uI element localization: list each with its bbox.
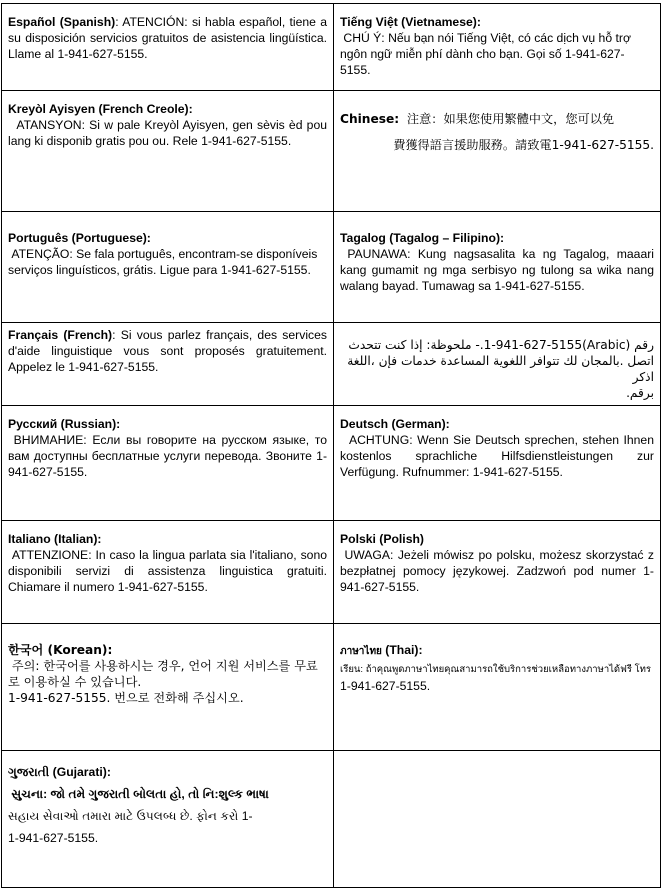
language-name: Français (French): [8, 328, 113, 342]
language-name: Tiếng Việt (Vietnamese):: [340, 15, 481, 29]
table-row: [2, 624, 661, 751]
cell-german: [334, 406, 661, 521]
language-name: Deutsch (German):: [340, 417, 450, 431]
notice-text: PAUNAWA: Kung nagsasalita ka ng Tagalog, maaari kang gumamit ng mga serbisyo ng tulong sa wika nang walang bayad. Tumawag sa 1-941-627-5155.: [340, 247, 655, 293]
language-name: Italiano (Italian):: [8, 532, 102, 546]
table-row: [2, 91, 661, 212]
notice-text: UWAGA: Jeżeli mówisz po polsku, możesz skorzystać z bezpłatnej pomocy językowej. Zadzwoń pod numer 1-941-627-5155.: [340, 548, 654, 594]
language-name: Русский (Russian):: [8, 417, 121, 431]
notice-text-line-1: رقم (Arabic)1-941-627-5155.- ملحوظة: إذا كنت تتحدث: [348, 338, 654, 352]
cell-gujarati: [2, 751, 334, 888]
table-row: [2, 4, 661, 91]
cell-empty: [334, 751, 661, 888]
notice-text-line-2: સહાય સેવાઓ તમારા માટે ઉપલબ્ધ છે. ફોન કરો 1-: [8, 809, 253, 823]
notice-text-line-1: เรียน: ถ้าคุณพูดภาษาไทยคุณสามารถใช้บริการช่วยเหลือทางภาษาได้ฟรี โทร: [340, 664, 652, 675]
notice-text-line-3: 1-941-627-5155.: [8, 831, 99, 845]
notice-text-line-1: સુચના: જો તમે ગુજરાતી બોલતા હો, તો નિ:શુલ્ક ભાષા: [11, 787, 269, 801]
cell-arabic: [334, 323, 661, 406]
cell-polish: [334, 521, 661, 624]
cell-thai: [334, 624, 661, 751]
cell-italian: [2, 521, 334, 624]
notice-text: : Si vous parlez français, des services d'aide linguistique vous sont proposés gratuitement. Appelez le 1-941-627-5155.: [8, 328, 327, 374]
notice-text: ATENÇÃO: Se fala português, encontram-se disponíveis serviços linguísticos, grátis. Ligue para 1-941-627-5155.: [8, 247, 318, 277]
notice-text: ATTENZIONE: In caso la lingua parlata sia l'italiano, sono disponibili servizi di assistenza linguistica gratuiti. Chiamare il numero 1-941-627-5155.: [8, 548, 327, 594]
language-name: Español (Spanish): [8, 15, 116, 29]
language-name: Português (Portuguese):: [8, 231, 151, 245]
table-row: [2, 323, 661, 406]
cell-french-creole: [2, 91, 334, 212]
notice-text-line-2: 1-941-627-5155. 번으로 전화해 주십시오.: [8, 691, 244, 705]
cell-tagalog: [334, 212, 661, 323]
notice-text-line-1: 注意：如果您使用繁體中文，您可以免: [406, 112, 615, 126]
notice-text: ATANSYON: Si w pale Kreyòl Ayisyen, gen sèvis èd pou lang ki disponib gratis pou ou. Rele 1-941-627-5155.: [8, 118, 327, 148]
table-row: [2, 406, 661, 521]
cell-korean: [2, 624, 334, 751]
notice-text: : ATENCIÓN: si habla español, tiene a su disposición servicios gratuitos de asistencia lingüística. Llame al 1-941-627-5155.: [8, 15, 327, 61]
notice-text-line-2: 費獲得語言援助服務。請致電1-941-627-5155.: [393, 138, 654, 152]
language-name: Tagalog (Tagalog – Filipino):: [340, 231, 505, 245]
language-name: Polski (Polish): [340, 532, 424, 546]
cell-french: [2, 323, 334, 406]
notice-text-line-3: برقم.: [626, 386, 654, 400]
cell-spanish: [2, 4, 334, 91]
cell-vietnamese: [334, 4, 661, 91]
table-row: [2, 212, 661, 323]
language-name: ગુજરાતી (Gujarati):: [8, 765, 111, 779]
cell-russian: [2, 406, 334, 521]
language-assistance-table: [1, 3, 661, 888]
notice-text: ВНИМАНИЕ: Если вы говорите на русском языке, то вам доступны бесплатные услуги перевода. Звоните 1-941-627-5155.: [8, 433, 327, 479]
table-row: [2, 521, 661, 624]
language-name: (Thai):: [385, 643, 423, 657]
notice-text-line-1: 주의: 한국어를 사용하시는 경우, 언어 지원 서비스를 무료로 이용하실 수 있습니다.: [8, 659, 318, 689]
language-name: 한국어 (Korean):: [8, 643, 113, 657]
notice-text: CHÚ Ý: Nếu bạn nói Tiếng Việt, có các dịch vụ hỗ trợ ngôn ngữ miễn phí dành cho bạn. Gọi số 1-941-627-5155.: [340, 31, 631, 77]
language-name: Chinese:: [340, 112, 400, 126]
cell-portuguese: [2, 212, 334, 323]
notice-text-line-2: 1-941-627-5155.: [340, 679, 431, 693]
notice-text-line-2: اتصل .بالمجان لك تتوافر اللغوية المساعدة خدمات فإن ،اللغة اذكر: [347, 354, 654, 384]
language-name: Kreyòl Ayisyen (French Creole):: [8, 102, 193, 116]
notice-text: ACHTUNG: Wenn Sie Deutsch sprechen, stehen Ihnen kostenlos sprachliche Hilfsdienstleistungen zur Verfügung. Rufnummer: 1-941-627-5155.: [340, 433, 654, 479]
table-row: [2, 751, 661, 888]
language-name-native: ภาษาไทย: [340, 646, 382, 657]
cell-chinese: [334, 91, 661, 212]
